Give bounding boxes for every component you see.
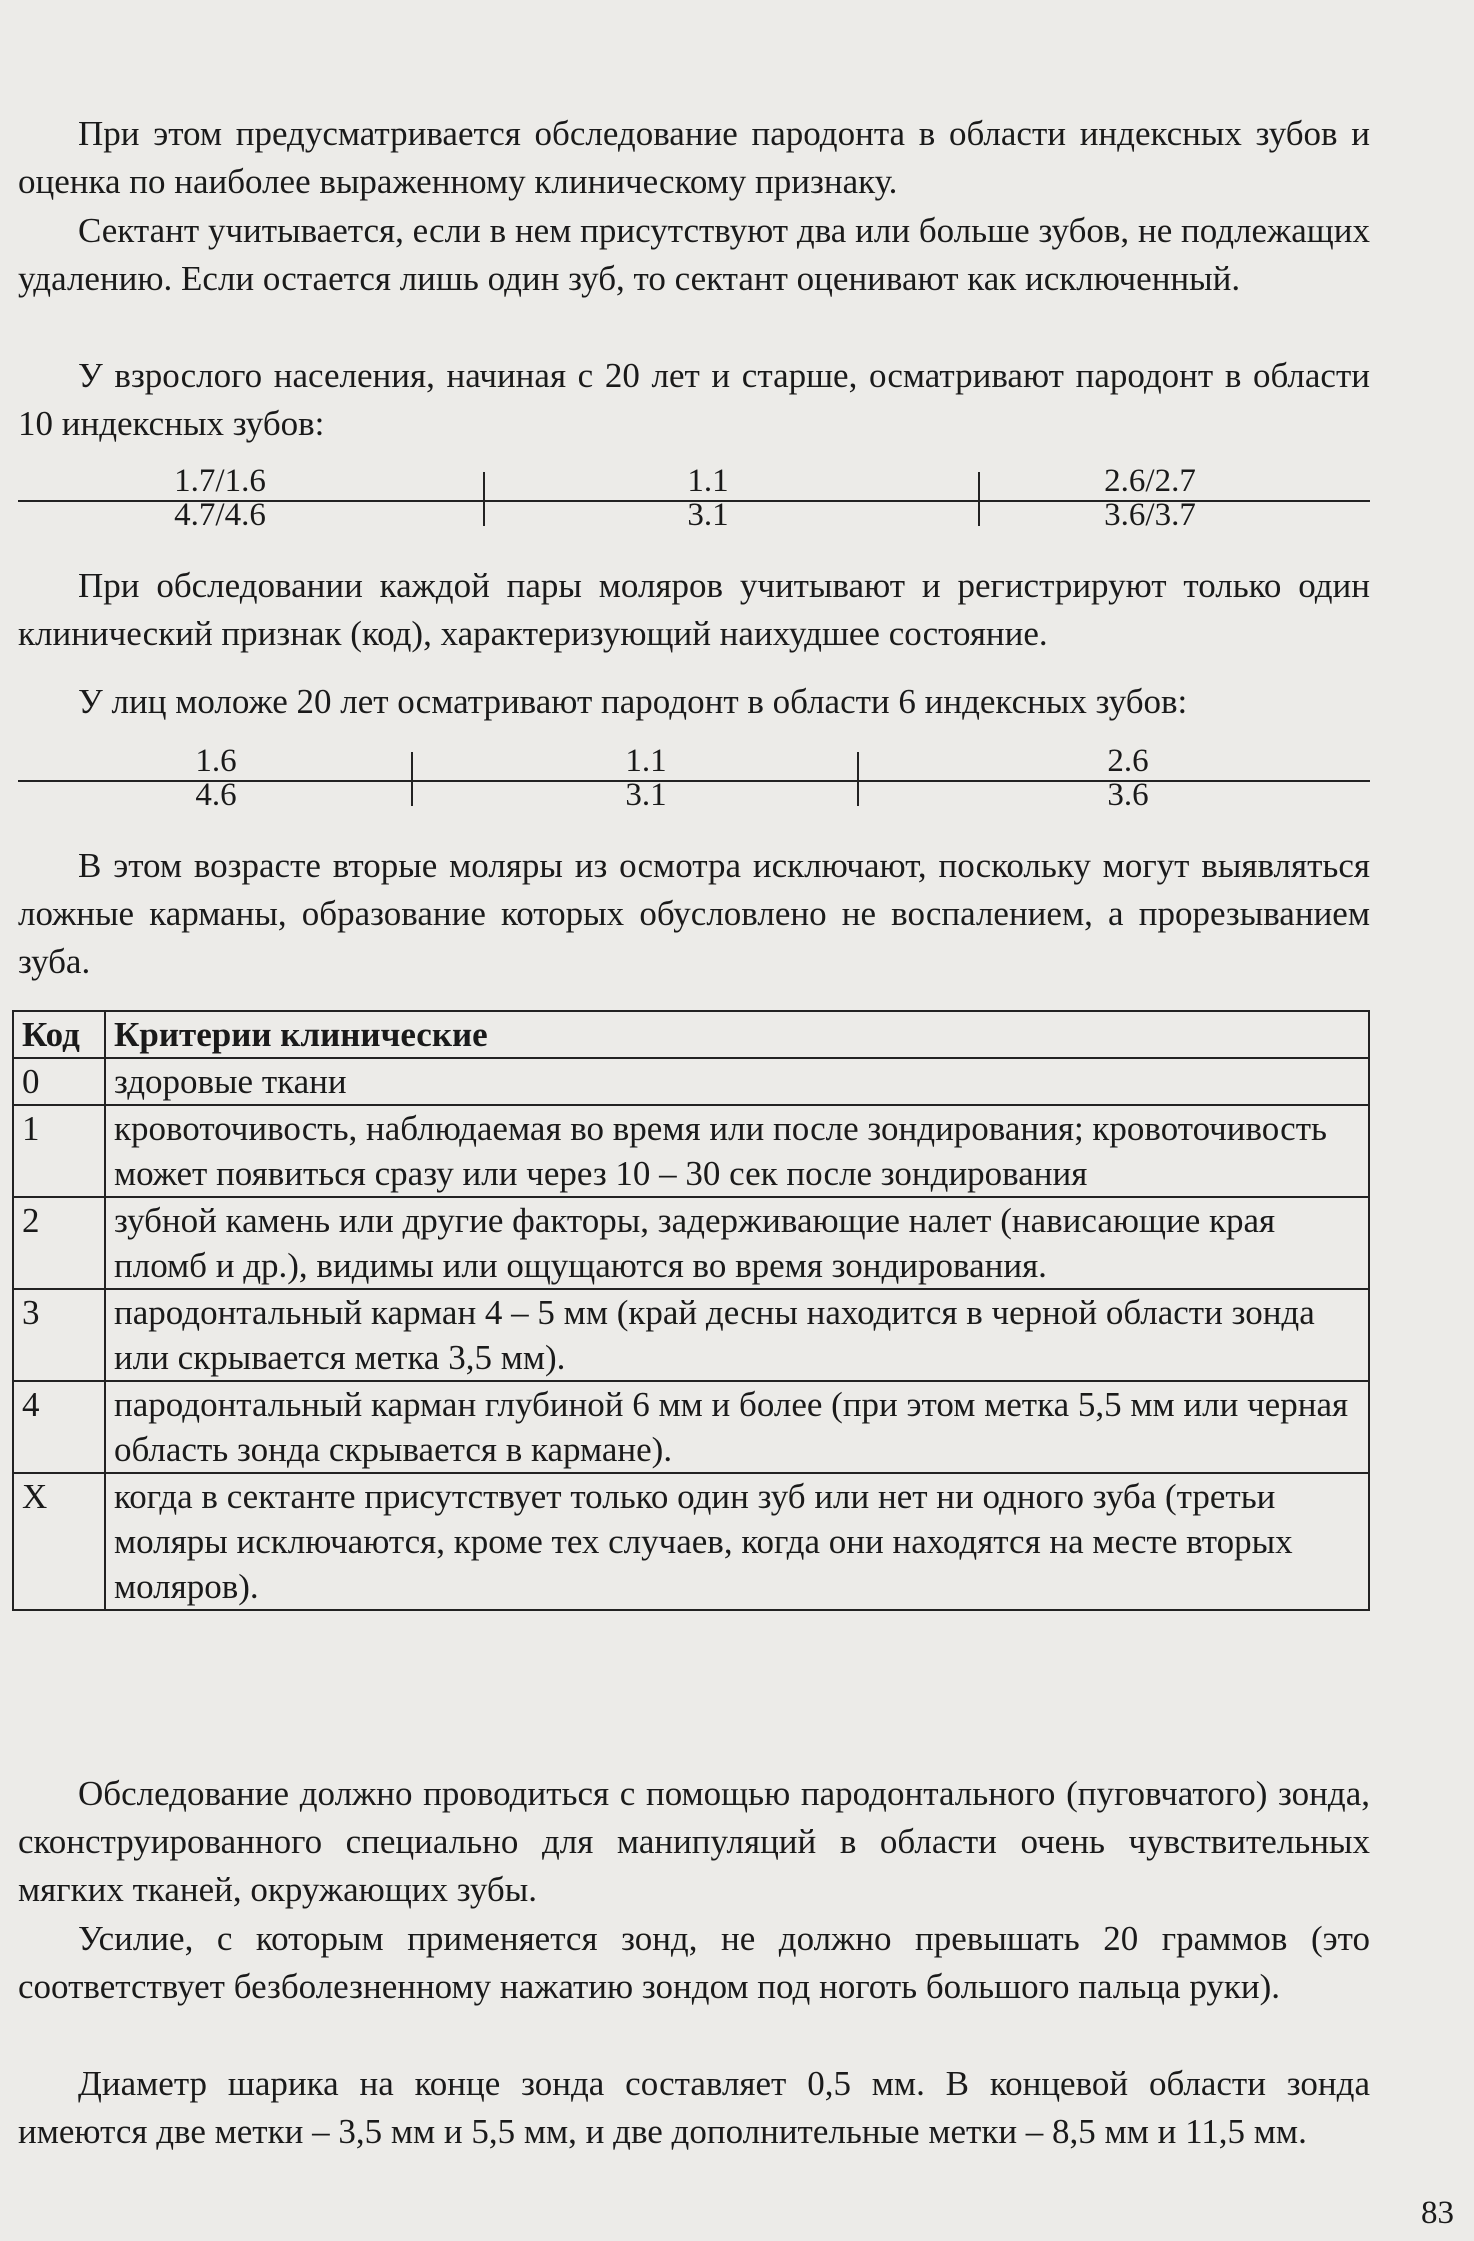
paragraph: У взрослого населения, начиная с 20 лет и старше, осматривают пародонт в области 10 индексных зубов: — [18, 356, 1370, 443]
table-row — [13, 1289, 1369, 1381]
table-row — [13, 1058, 1369, 1105]
paragraph: При этом предусматривается обследование пародонта в области индексных зубов и оценка по наиболее выраженному клиническому признаку. — [18, 114, 1370, 201]
tooth-pair — [156, 743, 276, 813]
criteria-cell: здоровые ткани — [105, 1058, 1369, 1105]
paragraph: Сектант учитывается, если в нем присутствуют два или больше зубов, не подлежащих удалению. Если остается лишь один зуб, то сектант оценивают как исключенный. — [18, 211, 1370, 298]
criteria-cell: кровоточивость, наблюдаемая во время или после зондирования; кровоточивость может появиться сразу или через 10 – 30 сек после зондирования — [105, 1105, 1369, 1197]
code-cell: 4 — [13, 1381, 105, 1473]
criteria-cell: зубной камень или другие факторы, задерживающие налет (нависающие края пломб и др.), видимы или ощущаются во время зондирования. — [105, 1197, 1369, 1289]
separator — [978, 472, 980, 526]
lower-teeth: 3.6 — [1107, 777, 1149, 813]
upper-teeth: 1.1 — [687, 463, 729, 499]
upper-teeth: 2.6 — [1107, 743, 1149, 779]
separator — [483, 472, 485, 526]
upper-teeth: 1.7/1.6 — [174, 463, 266, 499]
adult-index-teeth-diagram — [18, 463, 1370, 536]
paragraph: Усилие, с которым применяется зонд, не должно превышать 20 граммов (это соответствует безболезненному нажатию зондом под ноготь большого пальца руки). — [18, 1919, 1370, 2006]
criteria-cell: пародонтальный карман 4 – 5 мм (край десны находится в черной области зонда или скрывается метка 3,5 мм). — [105, 1289, 1369, 1381]
table-row — [13, 1105, 1369, 1197]
tooth-pair — [160, 463, 280, 533]
separator — [857, 752, 859, 806]
paragraph: В этом возрасте вторые моляры из осмотра исключают, поскольку могут выявляться ложные карманы, образование которых обусловлено не воспалением, а прорезыванием зуба. — [18, 846, 1370, 981]
upper-teeth: 1.6 — [195, 743, 237, 779]
column-header-code: Код — [13, 1011, 105, 1058]
page-number: 83 — [1421, 2195, 1454, 2231]
lower-teeth: 4.6 — [195, 777, 237, 813]
tooth-pair — [648, 463, 768, 533]
criteria-cell: когда в сектанте присутствует только один зуб или нет ни одного зуба (третьи моляры исключаются, кроме тех случаев, когда они находятся на месте вторых моляров). — [105, 1473, 1369, 1610]
code-cell: 0 — [13, 1058, 105, 1105]
lower-teeth: 3.1 — [625, 777, 667, 813]
upper-teeth: 2.6/2.7 — [1104, 463, 1196, 499]
lower-teeth: 3.1 — [687, 497, 729, 533]
table-row — [13, 1473, 1369, 1610]
code-cell: 2 — [13, 1197, 105, 1289]
table-row — [13, 1381, 1369, 1473]
child-index-teeth-diagram — [18, 743, 1370, 816]
tooth-pair — [1068, 743, 1188, 813]
paragraph: Обследование должно проводиться с помощью пародонтального (пуговчатого) зонда, сконструированного специально для манипуляций в области очень чувствительных мягких тканей, окружающих зубы. — [18, 1774, 1370, 1909]
table-row — [13, 1197, 1369, 1289]
column-header-criteria: Критерии клинические — [105, 1011, 1369, 1058]
paragraph: Диаметр шарика на конце зонда составляет 0,5 мм. В концевой области зонда имеются две метки – 3,5 мм и 5,5 мм, и две дополнительные метки – 8,5 мм и 11,5 мм. — [18, 2064, 1370, 2151]
criteria-table — [12, 1010, 1370, 1611]
code-cell: 1 — [13, 1105, 105, 1197]
table-header-row — [13, 1011, 1369, 1058]
paragraph: При обследовании каждой пары моляров учитывают и регистрируют только один клинический признак (код), характеризующий наихудшее состояние. — [18, 566, 1370, 653]
separator — [411, 752, 413, 806]
upper-teeth: 1.1 — [625, 743, 667, 779]
lower-teeth: 4.7/4.6 — [174, 497, 266, 533]
paragraph: У лиц моложе 20 лет осматривают пародонт в области 6 индексных зубов: — [78, 682, 1188, 721]
code-cell: 3 — [13, 1289, 105, 1381]
criteria-cell: пародонтальный карман глубиной 6 мм и более (при этом метка 5,5 мм или черная область зонда скрывается в кармане). — [105, 1381, 1369, 1473]
code-cell: X — [13, 1473, 105, 1610]
lower-teeth: 3.6/3.7 — [1104, 497, 1196, 533]
tooth-pair — [1090, 463, 1210, 533]
tooth-pair — [586, 743, 706, 813]
